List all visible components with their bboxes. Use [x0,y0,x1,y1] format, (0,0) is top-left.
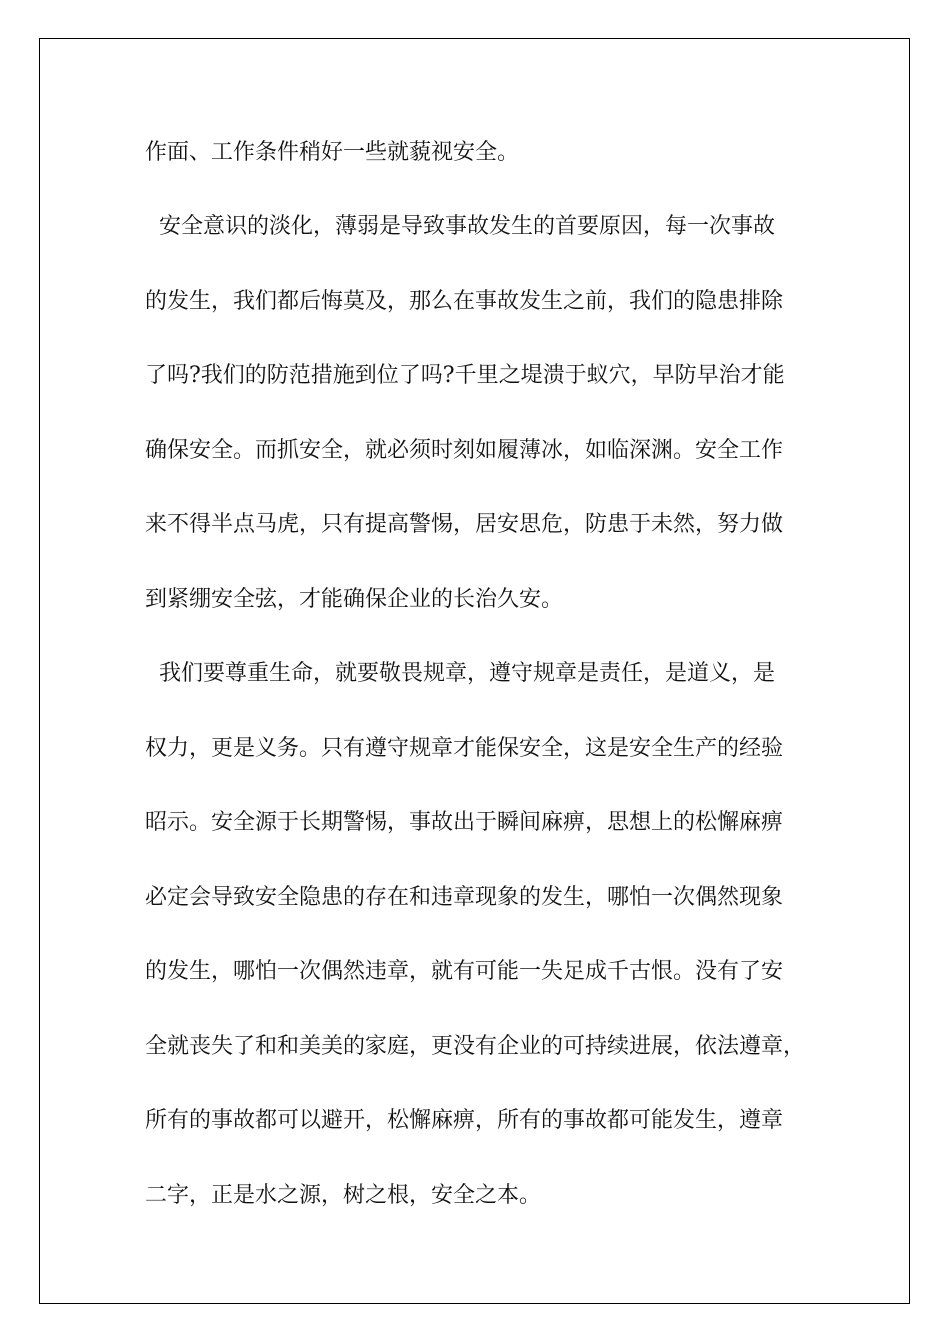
text-line: 我们要尊重生命，就要敬畏规章，遵守规章是责任，是道义，是 [145,661,775,686]
text-line: 了吗?我们的防范措施到位了吗?千里之堤溃于蚁穴，早防早治才能 [145,363,785,388]
text-line: 到紧绷安全弦，才能确保企业的长治久安。 [145,587,564,612]
text-line: 的发生，哪怕一次偶然违章，就有可能一失足成千古恨。没有了安 [145,959,784,984]
text-line: 来不得半点马虎，只有提高警惕，居安思危，防患于未然，努力做 [145,512,784,537]
text-line: 必定会导致安全隐患的存在和违章现象的发生，哪怕一次偶然现象 [145,885,784,910]
text-line: 所有的事故都可以避开，松懈麻痹，所有的事故都可能发生，遵章 [145,1108,784,1133]
text-line: 的发生，我们都后悔莫及，那么在事故发生之前，我们的隐患排除 [145,289,784,314]
text-line: 确保安全。而抓安全，就必须时刻如履薄冰，如临深渊。安全工作 [145,438,784,463]
text-line: 作面、工作条件稍好一些就藐视安全。 [145,140,520,165]
text-line: 二字，正是水之源，树之根，安全之本。 [145,1183,542,1208]
text-line: 权力，更是义务。只有遵守规章才能保安全，这是安全生产的经验 [145,736,784,761]
text-line: 昭示。安全源于长期警惕，事故出于瞬间麻痹，思想上的松懈麻痹 [145,810,784,835]
text-line: 安全意识的淡化，薄弱是导致事故发生的首要原因，每一次事故 [145,214,775,239]
text-line: 全就丧失了和和美美的家庭，更没有企业的可持续进展，依法遵章， [145,1034,806,1059]
